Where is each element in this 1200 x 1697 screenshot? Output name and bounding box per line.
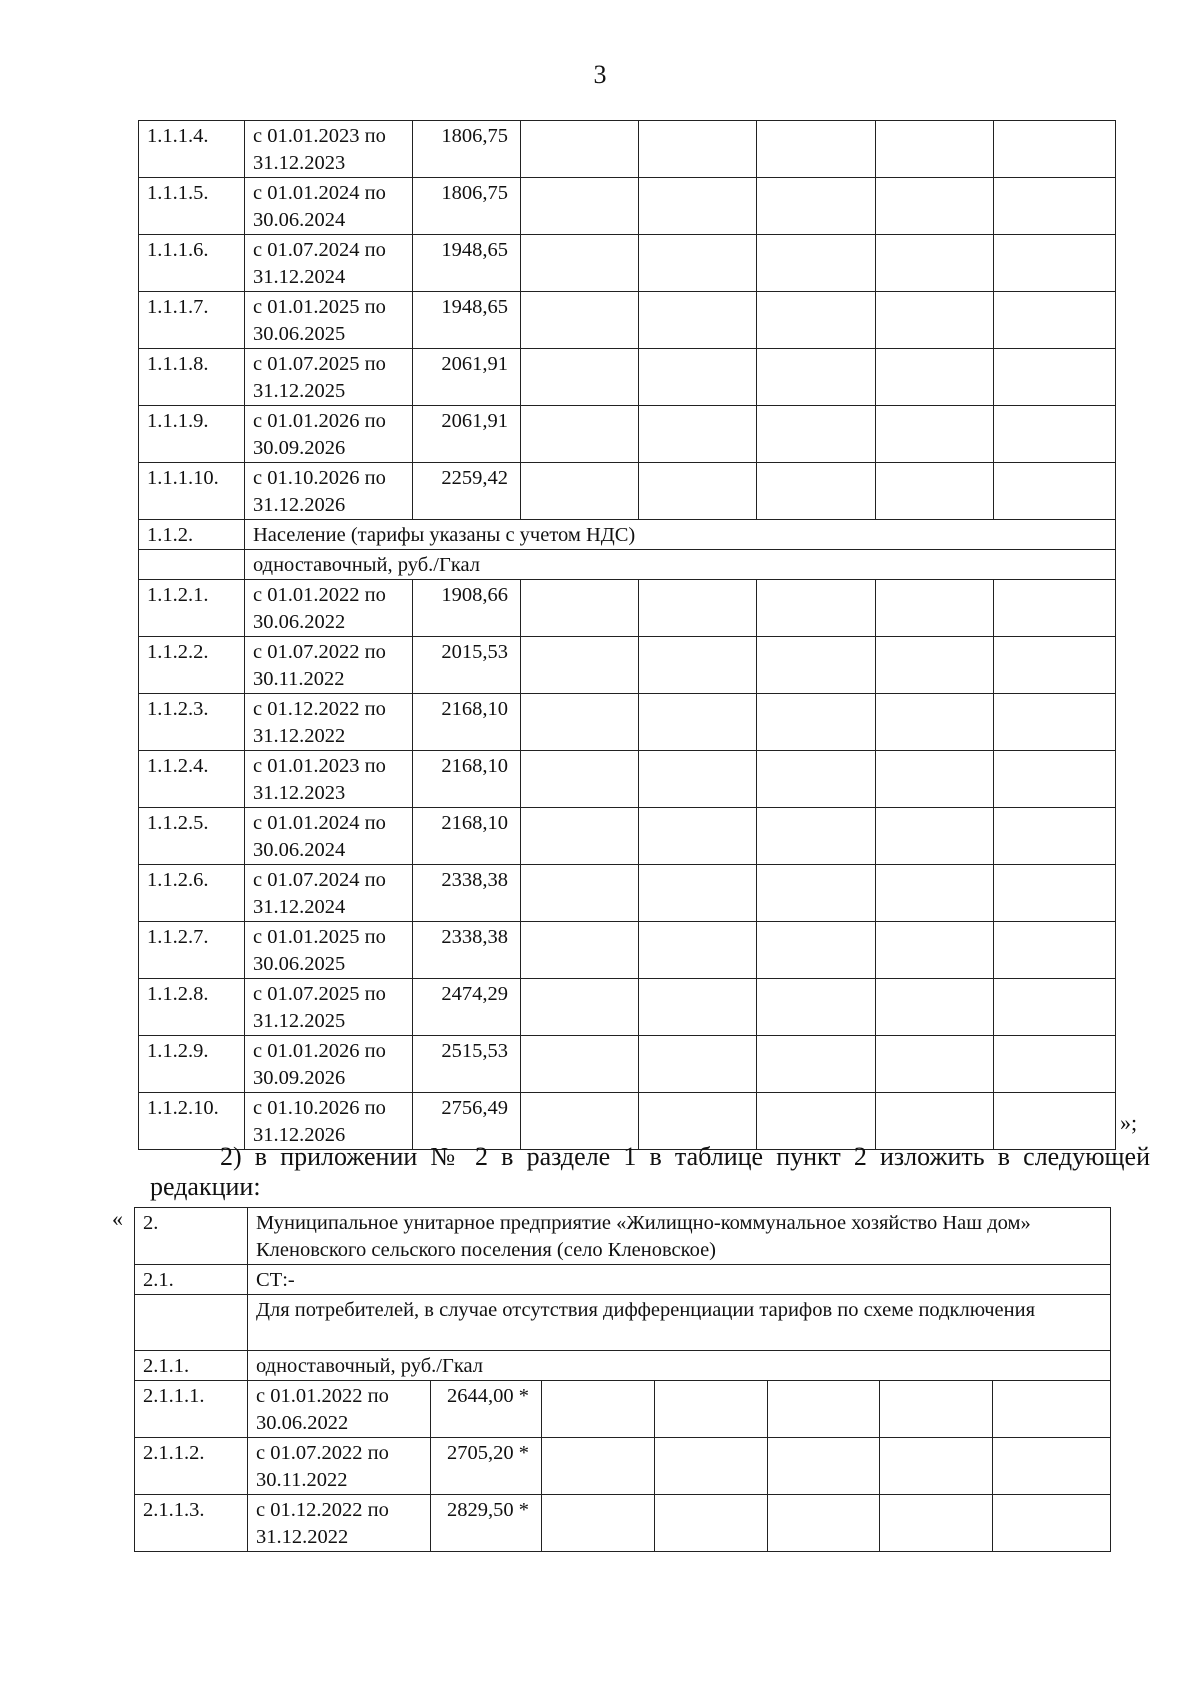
empty-cell [757, 235, 876, 292]
row-code: 1.1.2.1. [139, 580, 245, 637]
empty-cell [521, 865, 639, 922]
period-start: с 01.12.2022 по [256, 1499, 389, 1521]
empty-cell [876, 292, 994, 349]
row-period [245, 922, 413, 979]
tariff-table-2 [134, 1207, 1111, 1552]
period-start: с 01.10.2026 по [253, 467, 386, 489]
period-start: с 01.10.2026 по [253, 1097, 386, 1119]
empty-cell [655, 1381, 768, 1438]
row-value: 2168,10 [413, 694, 521, 751]
table-row [139, 694, 1116, 751]
empty-cell [876, 922, 994, 979]
row-period [245, 751, 413, 808]
empty-cell [994, 865, 1116, 922]
row-value: 2168,10 [413, 808, 521, 865]
period-start: с 01.01.2026 по [253, 1040, 386, 1062]
period-start: с 01.07.2022 по [256, 1442, 389, 1464]
empty-cell [639, 922, 757, 979]
row-period [245, 694, 413, 751]
row-period [245, 406, 413, 463]
row-value: 2015,53 [413, 637, 521, 694]
empty-cell [757, 865, 876, 922]
empty-cell [639, 1093, 757, 1150]
empty-cell [521, 406, 639, 463]
period-start: с 01.01.2024 по [253, 812, 386, 834]
empty-cell [993, 1495, 1111, 1552]
empty-cell [993, 1381, 1111, 1438]
period-start: с 01.01.2022 по [256, 1385, 389, 1407]
row-code: 1.1.1.8. [139, 349, 245, 406]
row-period [245, 865, 413, 922]
empty-cell [521, 637, 639, 694]
empty-cell [639, 580, 757, 637]
table-row [139, 550, 1116, 580]
table-row [139, 922, 1116, 979]
row-value: 2829,50 * [431, 1495, 542, 1552]
row-code: 2.1.1.3. [135, 1495, 248, 1552]
empty-cell [521, 808, 639, 865]
empty-cell [876, 406, 994, 463]
empty-cell [757, 292, 876, 349]
empty-cell [639, 292, 757, 349]
empty-cell [994, 580, 1116, 637]
row-period [245, 1093, 413, 1150]
row-value: 2756,49 [413, 1093, 521, 1150]
empty-cell [757, 979, 876, 1036]
period-start: с 01.07.2025 по [253, 983, 386, 1005]
period-start: с 01.07.2024 по [253, 869, 386, 891]
empty-cell [542, 1495, 655, 1552]
empty-cell [521, 463, 639, 520]
empty-cell [876, 808, 994, 865]
org-code: 2. [135, 1208, 248, 1265]
row-code: 1.1.2.6. [139, 865, 245, 922]
table-row [139, 637, 1116, 694]
st-code: 2.1. [135, 1265, 248, 1295]
empty-cell [521, 694, 639, 751]
period-end: 30.11.2022 [253, 668, 345, 690]
row-code: 1.1.1.9. [139, 406, 245, 463]
row-code: 2.1.1.1. [135, 1381, 248, 1438]
empty-cell [994, 463, 1116, 520]
row-value: 2259,42 [413, 463, 521, 520]
empty-cell [757, 406, 876, 463]
empty-cell [994, 751, 1116, 808]
row-value: 1948,65 [413, 235, 521, 292]
table-row [135, 1438, 1111, 1495]
table-row [139, 349, 1116, 406]
row-value: 1908,66 [413, 580, 521, 637]
row-value: 1806,75 [413, 178, 521, 235]
paragraph-line-1: 2) в приложении № 2 в разделе 1 в таблице пункт 2 изложить в следующей [220, 1142, 1150, 1171]
table-row [135, 1295, 1111, 1351]
table-row [139, 178, 1116, 235]
period-start: с 01.07.2022 по [253, 641, 386, 663]
row-period [245, 637, 413, 694]
empty-cell [639, 637, 757, 694]
empty-cell [639, 979, 757, 1036]
empty-cell [876, 637, 994, 694]
empty-cell [757, 178, 876, 235]
empty-cell [994, 292, 1116, 349]
empty-cell [521, 751, 639, 808]
empty-cell [521, 121, 639, 178]
closing-quote: »; [1120, 1110, 1138, 1135]
row-value: 1948,65 [413, 292, 521, 349]
row-period [248, 1495, 431, 1552]
empty-cell [880, 1495, 993, 1552]
period-end: 31.12.2023 [253, 782, 346, 804]
empty-cell [542, 1438, 655, 1495]
empty-cell [876, 178, 994, 235]
period-start: с 01.07.2024 по [253, 239, 386, 261]
row-period [245, 979, 413, 1036]
consumers-text: Для потребителей, в случае отсутствия дифференциации тарифов по схеме подключения [248, 1295, 1111, 1351]
row-period [245, 808, 413, 865]
row-value: 2474,29 [413, 979, 521, 1036]
row-code: 1.1.2.9. [139, 1036, 245, 1093]
table-row [139, 580, 1116, 637]
empty-cell [639, 694, 757, 751]
table-row [139, 520, 1116, 550]
row-period [245, 463, 413, 520]
table-row [139, 1036, 1116, 1093]
amendment-paragraph [150, 1142, 1150, 1202]
empty-cell [994, 406, 1116, 463]
row-period [245, 349, 413, 406]
row-code: 1.1.2.5. [139, 808, 245, 865]
empty-cell [521, 1093, 639, 1150]
rate-label: одноставочный, руб./Гкал [248, 1351, 1111, 1381]
empty-cell [757, 808, 876, 865]
empty-cell [639, 1036, 757, 1093]
table-row [139, 751, 1116, 808]
row-value: 2338,38 [413, 922, 521, 979]
empty-cell [876, 580, 994, 637]
row-period [245, 292, 413, 349]
row-period [245, 178, 413, 235]
empty-cell [521, 1036, 639, 1093]
empty-cell [521, 349, 639, 406]
empty-cell [876, 865, 994, 922]
empty-cell [639, 121, 757, 178]
opening-quote: « [112, 1206, 123, 1231]
empty-cell [876, 121, 994, 178]
period-end: 30.06.2024 [253, 839, 346, 861]
empty-cell [521, 922, 639, 979]
row-period [248, 1438, 431, 1495]
row-period [245, 121, 413, 178]
empty-cell [994, 1093, 1116, 1150]
empty-cell [768, 1438, 880, 1495]
period-end: 31.12.2026 [253, 494, 346, 516]
row-code: 2.1.1.2. [135, 1438, 248, 1495]
empty-cell [994, 349, 1116, 406]
row-code: 1.1.1.7. [139, 292, 245, 349]
row-value: 1806,75 [413, 121, 521, 178]
empty-cell [994, 235, 1116, 292]
empty-cell [757, 694, 876, 751]
tariff-table-1 [138, 120, 1116, 1150]
empty-cell [994, 178, 1116, 235]
empty-cell [876, 463, 994, 520]
period-end: 31.12.2024 [253, 266, 346, 288]
empty-cell [655, 1495, 768, 1552]
empty-cell [139, 550, 245, 580]
empty-cell [521, 235, 639, 292]
empty-cell [876, 349, 994, 406]
empty-cell [876, 1093, 994, 1150]
empty-cell [994, 979, 1116, 1036]
empty-cell [757, 1093, 876, 1150]
empty-cell [757, 922, 876, 979]
period-end: 30.06.2022 [253, 611, 346, 633]
section-code: 1.1.2. [139, 520, 245, 550]
st-label: СТ:- [248, 1265, 1111, 1295]
empty-cell [639, 751, 757, 808]
table-row [139, 808, 1116, 865]
period-start: с 01.01.2023 по [253, 755, 386, 777]
table-row [135, 1495, 1111, 1552]
empty-cell [768, 1381, 880, 1438]
row-code: 1.1.2.4. [139, 751, 245, 808]
table-row [139, 979, 1116, 1036]
empty-cell [639, 808, 757, 865]
period-start: с 01.01.2026 по [253, 410, 386, 432]
row-value: 2644,00 * [431, 1381, 542, 1438]
row-value: 2338,38 [413, 865, 521, 922]
period-end: 31.12.2022 [253, 725, 346, 747]
empty-cell [521, 292, 639, 349]
empty-cell [639, 463, 757, 520]
period-end: 31.12.2026 [253, 1124, 346, 1146]
period-start: с 01.12.2022 по [253, 698, 386, 720]
period-end: 30.06.2022 [256, 1412, 349, 1434]
period-start: с 01.01.2025 по [253, 296, 386, 318]
empty-cell [757, 751, 876, 808]
row-code: 1.1.1.5. [139, 178, 245, 235]
row-value: 2168,10 [413, 751, 521, 808]
empty-cell [521, 580, 639, 637]
empty-cell [757, 637, 876, 694]
empty-cell [876, 1036, 994, 1093]
empty-cell [876, 235, 994, 292]
period-start: с 01.01.2024 по [253, 182, 386, 204]
table-row [135, 1208, 1111, 1265]
table-row [139, 292, 1116, 349]
period-start: с 01.01.2022 по [253, 584, 386, 606]
empty-cell [994, 922, 1116, 979]
period-end: 31.12.2024 [253, 896, 346, 918]
period-end: 30.11.2022 [256, 1469, 348, 1491]
empty-cell [542, 1381, 655, 1438]
empty-cell [639, 178, 757, 235]
period-end: 31.12.2023 [253, 152, 346, 174]
empty-cell [521, 178, 639, 235]
period-end: 30.06.2025 [253, 323, 346, 345]
empty-cell [757, 121, 876, 178]
row-code: 1.1.1.4. [139, 121, 245, 178]
paragraph-line-2: редакции: [150, 1172, 261, 1201]
empty-cell [994, 1036, 1116, 1093]
table-row [139, 463, 1116, 520]
subsection-title: одноставочный, руб./Гкал [245, 550, 1116, 580]
period-start: с 01.01.2023 по [253, 125, 386, 147]
row-code: 1.1.1.6. [139, 235, 245, 292]
row-code: 1.1.2.2. [139, 637, 245, 694]
empty-cell [757, 1036, 876, 1093]
empty-cell [757, 349, 876, 406]
row-value: 2061,91 [413, 406, 521, 463]
empty-cell [639, 235, 757, 292]
empty-cell [876, 751, 994, 808]
empty-cell [880, 1438, 993, 1495]
empty-cell [768, 1495, 880, 1552]
page-number: 3 [593, 60, 607, 89]
org-name: Муниципальное унитарное предприятие «Жилищно-коммунальное хозяйство Наш дом» Кленовского сельского поселения (село Кленовское) [248, 1208, 1111, 1265]
empty-cell [994, 121, 1116, 178]
empty-cell [876, 979, 994, 1036]
period-end: 30.06.2025 [253, 953, 346, 975]
row-code: 1.1.2.8. [139, 979, 245, 1036]
row-value: 2515,53 [413, 1036, 521, 1093]
period-end: 31.12.2025 [253, 380, 346, 402]
row-period [245, 580, 413, 637]
empty-cell [639, 406, 757, 463]
empty-cell [994, 694, 1116, 751]
empty-cell [994, 637, 1116, 694]
section-title: Население (тарифы указаны с учетом НДС) [245, 520, 1116, 550]
row-code: 1.1.2.3. [139, 694, 245, 751]
period-end: 30.09.2026 [253, 437, 346, 459]
row-period [245, 1036, 413, 1093]
empty-cell [757, 463, 876, 520]
empty-cell [994, 808, 1116, 865]
period-end: 31.12.2025 [253, 1010, 346, 1032]
empty-cell [135, 1295, 248, 1351]
table-row [135, 1265, 1111, 1295]
row-period [248, 1381, 431, 1438]
table-row [135, 1381, 1111, 1438]
table-row [139, 406, 1116, 463]
rate-code: 2.1.1. [135, 1351, 248, 1381]
empty-cell [876, 694, 994, 751]
table-row [139, 1093, 1116, 1150]
empty-cell [993, 1438, 1111, 1495]
row-value: 2705,20 * [431, 1438, 542, 1495]
period-start: с 01.07.2025 по [253, 353, 386, 375]
period-end: 31.12.2022 [256, 1526, 349, 1548]
empty-cell [757, 580, 876, 637]
table-row [139, 235, 1116, 292]
row-code: 1.1.2.7. [139, 922, 245, 979]
empty-cell [521, 979, 639, 1036]
period-end: 30.06.2024 [253, 209, 346, 231]
row-value: 2061,91 [413, 349, 521, 406]
row-code: 1.1.2.10. [139, 1093, 245, 1150]
empty-cell [880, 1381, 993, 1438]
empty-cell [655, 1438, 768, 1495]
table-row [135, 1351, 1111, 1381]
period-start: с 01.01.2025 по [253, 926, 386, 948]
table-row [139, 865, 1116, 922]
period-end: 30.09.2026 [253, 1067, 346, 1089]
table-row [139, 121, 1116, 178]
row-code: 1.1.1.10. [139, 463, 245, 520]
empty-cell [639, 865, 757, 922]
row-period [245, 235, 413, 292]
empty-cell [639, 349, 757, 406]
